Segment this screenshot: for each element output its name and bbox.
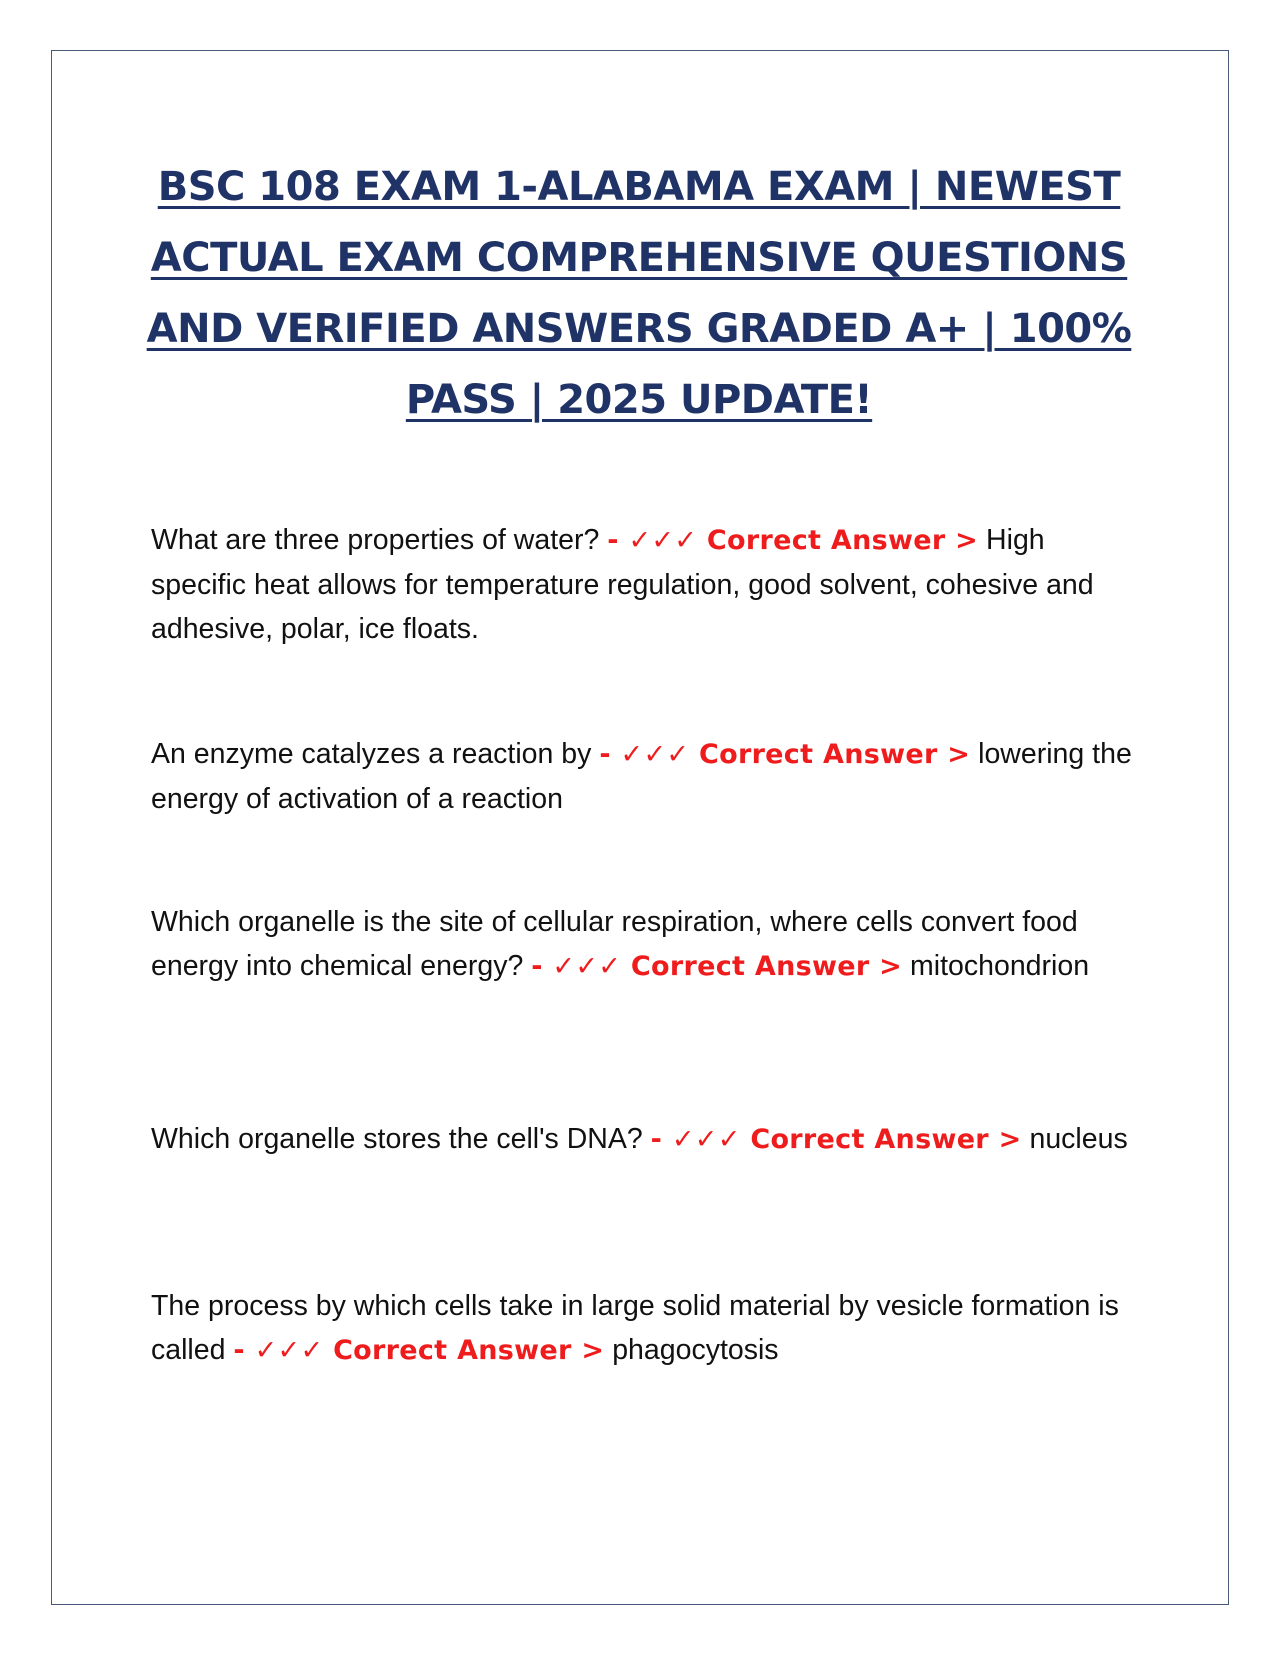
- qa-item: [151, 1117, 1141, 1162]
- answer-text: lowering the energy of activation of a reaction: [151, 738, 1132, 815]
- correct-answer-marker: - ✓✓✓ Correct Answer >: [233, 1335, 605, 1366]
- correct-answer-marker: - ✓✓✓ Correct Answer >: [531, 951, 903, 982]
- question-text: The process by which cells take in large solid material by vesicle formation is called: [151, 1290, 1119, 1366]
- answer-text: High specific heat allows for temperature regulation, good solvent, cohesive and adhesive, polar, ice floats.: [151, 524, 1094, 645]
- question-text: An enzyme catalyzes a reaction by: [151, 738, 592, 770]
- question-text: Which organelle stores the cell's DNA?: [151, 1123, 643, 1155]
- question-text: What are three properties of water?: [151, 524, 600, 556]
- correct-answer-marker: - ✓✓✓ Correct Answer >: [607, 525, 979, 556]
- document-title: BSC 108 EXAM 1-ALABAMA EXAM | NEWEST ACTUAL EXAM COMPREHENSIVE QUESTIONS AND VERIFIED ANSWERS GRADED A+ | 100% PASS | 2025 UPDATE!: [146, 164, 1132, 423]
- correct-answer-marker: - ✓✓✓ Correct Answer >: [599, 739, 971, 770]
- qa-item: [151, 518, 1141, 651]
- answer-text: nucleus: [1029, 1123, 1128, 1155]
- answer-text: phagocytosis: [612, 1334, 779, 1366]
- qa-item: [151, 1284, 1141, 1373]
- question-text: Which organelle is the site of cellular respiration, where cells convert food energy into chemical energy?: [151, 906, 1078, 982]
- qa-item: [151, 900, 1141, 989]
- qa-item: [151, 732, 1141, 821]
- answer-text: mitochondrion: [910, 950, 1090, 982]
- correct-answer-marker: - ✓✓✓ Correct Answer >: [650, 1124, 1022, 1155]
